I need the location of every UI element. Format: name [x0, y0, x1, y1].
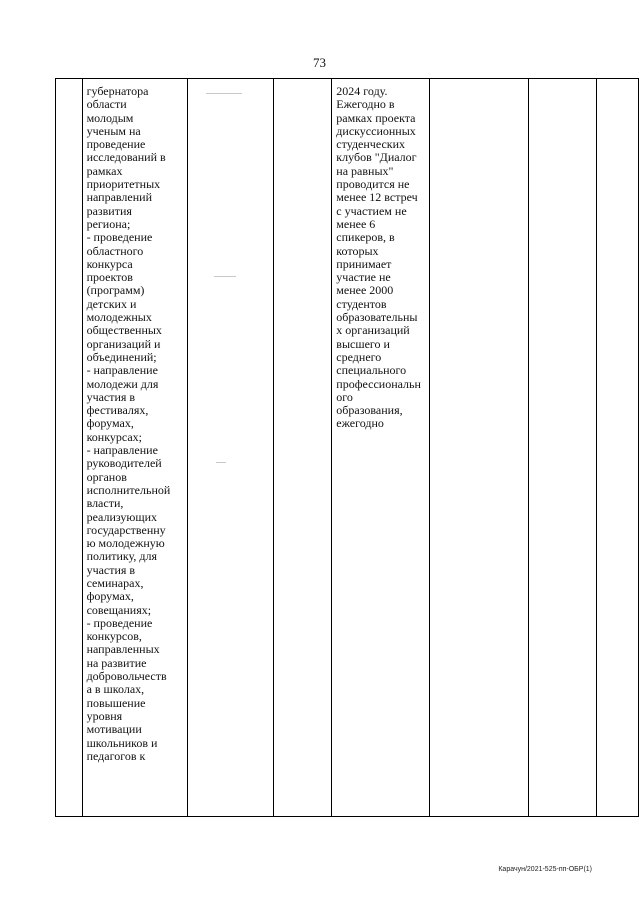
page-number: 73	[313, 55, 326, 70]
document-table	[55, 78, 639, 817]
scan-artifact	[216, 462, 226, 463]
cell-responsible	[274, 79, 332, 817]
scan-artifact	[214, 276, 236, 277]
table-row	[56, 79, 639, 817]
activities-text: губернатора области молодым ученым на проведение исследований в рамках приоритетных направлений развития региона; - проведение областного конкурса проектов (программ) детских и молодежных общественных организаций и объединений; - направление молодежи для участия в фестивалях, форумах, конкурсах; - направление руководителей органов исполнительной власти, реализующих государственну ю молодежную политику, для участия в семинарах, форумах, совещаниях; - проведение конкурсов, направленных на развитие добровольчеств а в школах, повышение уровня мотивации школьников и педагогов к	[86, 84, 171, 763]
cell-deadline	[188, 79, 274, 817]
cell-activities	[82, 79, 188, 817]
cell-empty-3	[596, 79, 638, 817]
result-text: 2024 году. Ежегодно в рамках проекта дискуссионных студенческих клубов "Диалог на равных" проводится не менее 12 встреч с участием не менее 6 спикеров, в которых принимает участие не менее 2000 студентов образовательны х организаций высшего и среднего специального профессиональн ого образования, ежегодно	[336, 84, 421, 431]
cell-index	[56, 79, 83, 817]
footer-document-code: Карачун/2021-525-пп-ОБР(1)	[498, 866, 592, 873]
cell-empty-1	[430, 79, 529, 817]
cell-result	[332, 79, 430, 817]
scan-artifact	[206, 93, 242, 94]
cell-empty-2	[529, 79, 597, 817]
